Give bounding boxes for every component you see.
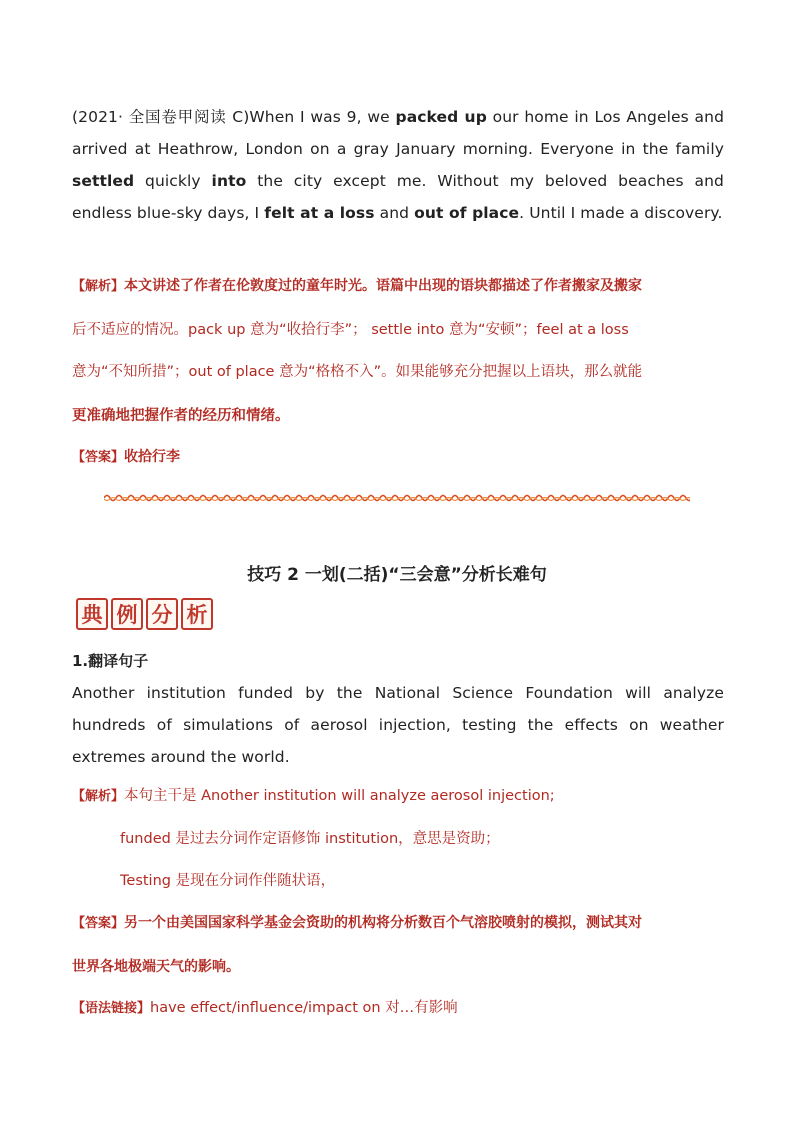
wavy-divider: [104, 490, 690, 506]
analysis-line: 更准确地把握作者的经历和情绪。: [72, 408, 290, 424]
analysis-line: funded 是过去分词作定语修饰 institution，意思是资助；: [120, 831, 500, 847]
badge-char: 析: [181, 598, 213, 630]
answer-text: 另一个由美国国家科学基金会资助的机构将分析数百个气溶胶喷射的模拟，测试其对: [124, 915, 643, 931]
answer-tag: 【答案】: [72, 916, 125, 931]
answer-text: 收拾行李: [124, 449, 181, 465]
analysis-line: 【解析】本文讲述了作者在伦敦度过的童年时光。语篇中出现的语块都描述了作者搬家及搬家: [72, 278, 643, 294]
analysis-line: 本句主干是 Another institution will analyze aerosol injection;: [124, 788, 555, 804]
analysis-line: 后不适应的情况。pack up 意为“收拾行李”； settle into 意为“安顿”；feel at a loss: [72, 322, 629, 338]
passage-text: quickly: [134, 172, 212, 190]
grammar-link-tag: 【语法链接】: [72, 1001, 151, 1016]
question-sentence: Another institution funded by the National Science Foundation will analyze hundreds of simulations of aerosol injection, testing the effects on weather extremes around the world.: [72, 684, 724, 766]
passage-text: . Until I made a discovery.: [519, 204, 723, 222]
grammar-link-section: [72, 996, 458, 1017]
analysis-line: 意为“不知所措”；out of place 意为“格格不入”。如果能够充分把握以上语块，那么就能: [72, 364, 643, 380]
badge-char: 分: [146, 598, 178, 630]
example-analysis-badge: [76, 598, 213, 632]
answer-section-1: [72, 446, 180, 466]
badge-char: 例: [111, 598, 143, 630]
analysis-line: Testing 是现在分词作伴随状语，: [120, 873, 336, 889]
phrase-settled: settled: [72, 172, 135, 190]
phrase-felt-at-a-loss: felt at a loss: [264, 204, 375, 222]
analysis-section-2: [72, 784, 555, 805]
answer-text: 世界各地极端天气的影响。: [72, 959, 240, 975]
analysis-tag: 【解析】: [72, 789, 125, 804]
passage-text: our home in Los Angeles and arrived at Heathrow, London on a gray January morning. Everyone in the family: [72, 108, 725, 158]
answer-section-2: [72, 912, 642, 932]
question-heading: 1.翻译句子: [72, 652, 149, 670]
answer-tag: 【答案】: [72, 450, 125, 465]
passage-paragraph: [72, 101, 724, 229]
phrase-out-of-place: out of place: [414, 204, 520, 222]
badge-char: 典: [76, 598, 108, 630]
section-title: 技巧 2 一划(二括)“三会意”分析长难句: [247, 565, 547, 585]
grammar-link-text: have effect/influence/impact on 对…有影响: [150, 1000, 458, 1016]
passage-text: the city except me. Without my beloved beaches and endless blue-sky days, I: [72, 172, 724, 222]
passage-text: (2021· 全国卷甲阅读 C)When I was 9, we: [72, 108, 396, 126]
phrase-into: into: [211, 172, 247, 190]
passage-text: and: [374, 204, 415, 222]
analysis-tag: 【解析】: [72, 279, 125, 294]
phrase-packed-up: packed up: [395, 108, 487, 126]
